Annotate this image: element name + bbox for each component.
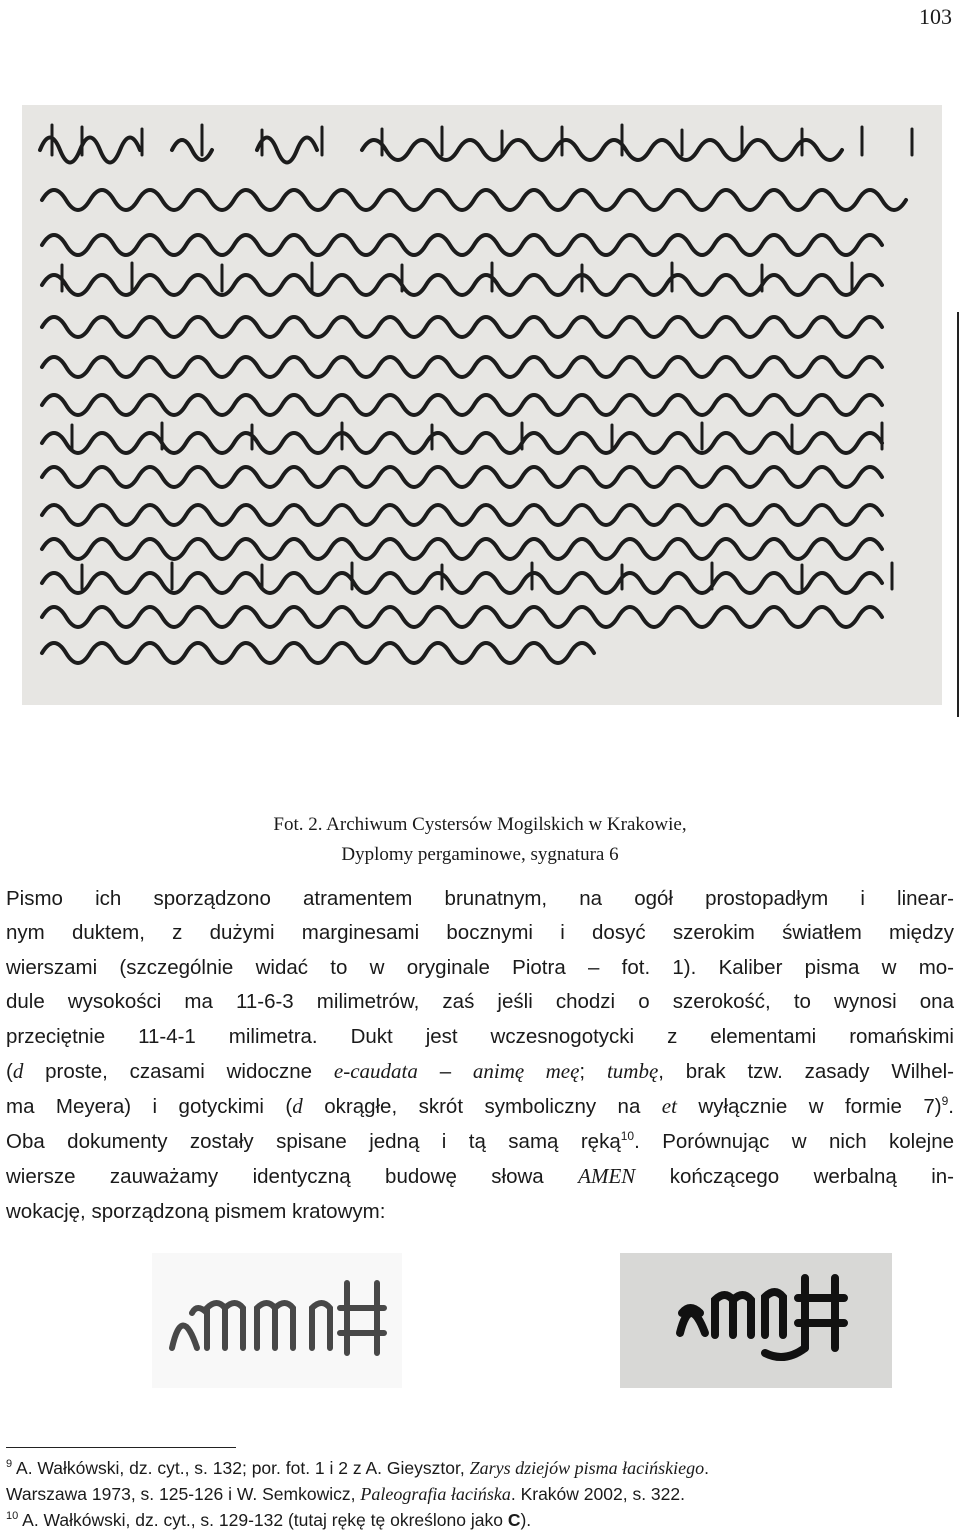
manuscript-photo xyxy=(22,105,942,705)
footnote-ref-10[interactable]: 10 xyxy=(620,1129,635,1144)
text-line: Oba dokumenty zostały spisane jedną i tą samą ręką$^{10}$. Porównując w nich kolejne xyxy=(6,1129,954,1153)
text-line: Pismo ich sporządzono atramentem brunatnym, na ogół prostopadłym i linear- xyxy=(6,887,954,910)
footnote-divider xyxy=(6,1447,236,1448)
text-line: wiersze zauważamy identyczną budowę słowa AMEN kończącego werbalną in- xyxy=(6,1164,954,1189)
text-line: wierszami (szczególnie widać to w oryginale Piotra – fot. 1). Kaliber pisma w mo- xyxy=(6,955,954,979)
footnote-10: $^{10}$ A. Wałkówski, dz. cyt., s. 129-132 (tutaj rękę tę określono jako C). xyxy=(6,1510,532,1530)
page-number: 103 xyxy=(919,4,952,29)
text-line: ma Meyera) i gotyckimi (d okrągłe, skrót symboliczny na et wyłącznie w formie 7)$^9$. xyxy=(6,1094,954,1119)
footnote-9-cont: Warszawa 1973, s. 125-126 i W. Semkowicz, Paleografia łacińska. Kraków 2002, s. 322. xyxy=(6,1484,685,1504)
amen-sample-image-left xyxy=(152,1253,402,1388)
caption-line-2: Dyplomy pergaminowe, sygnatura 6 xyxy=(341,844,619,865)
text-line: (d proste, czasami widoczne e-caudata – animę meę; tumbę, brak tzw. zasady Wilhel- xyxy=(6,1059,954,1084)
amen-sample-image-right xyxy=(620,1253,892,1388)
margin-line xyxy=(957,312,959,717)
text-line: przeciętnie 11-4-1 milimetra. Dukt jest wczesnogotycki z elementami romańskimi xyxy=(6,1024,954,1048)
footnote-9: $^9$ A. Wałkówski, dz. cyt., s. 132; por. fot. 1 i 2 z A. Gieysztor, Zarys dziejów pisma łacińskiego. xyxy=(6,1458,709,1478)
figure-caption xyxy=(0,810,960,870)
caption-line-1: Fot. 2. Archiwum Cystersów Mogilskich w Krakowie, xyxy=(273,814,687,835)
text-line: dule wysokości ma 11-6-3 milimetrów, zaś jeśli chodzi o szerokość, to wynosi ona xyxy=(6,990,954,1014)
footnote-ref-9[interactable]: 9 xyxy=(941,1094,949,1109)
body-paragraph xyxy=(6,882,954,1229)
footnotes xyxy=(6,1455,956,1533)
text-line: wokację, sporządzoną pismem kratowym: xyxy=(6,1199,386,1223)
text-line: nym duktem, z dużymi marginesami bocznymi i dosyć szerokim światłem między xyxy=(6,921,954,945)
